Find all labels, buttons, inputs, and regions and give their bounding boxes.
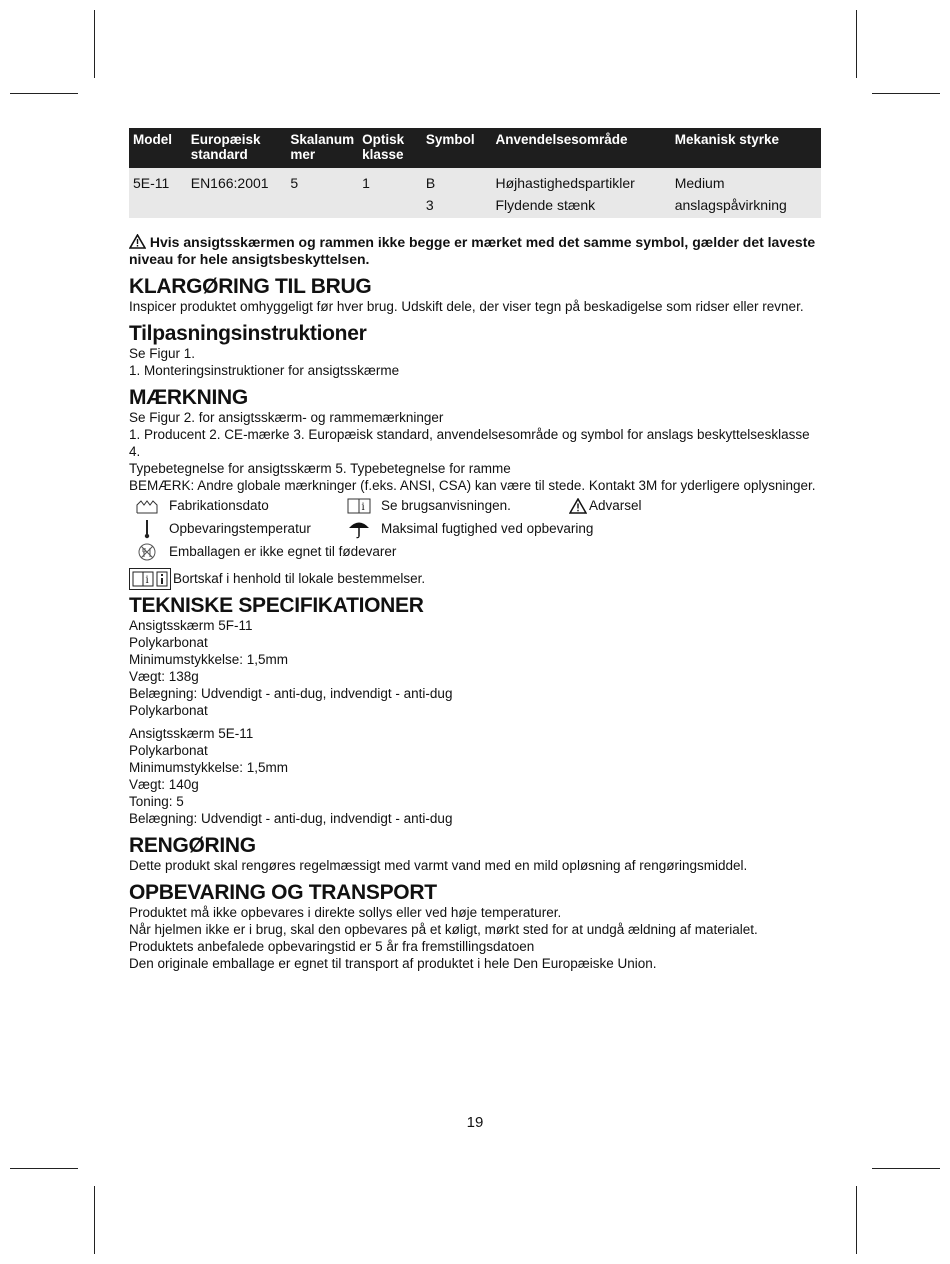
symbol-legend-row (129, 568, 821, 591)
symbol-legend-item (345, 519, 593, 539)
spec-line: Minimumstykkelse: 1,5mm (129, 760, 289, 775)
table-row (129, 168, 821, 218)
table-header-row (129, 128, 821, 168)
spec-line: Polykarbonat (129, 635, 208, 650)
factory-date-icon (133, 496, 161, 516)
symbol-label: Maksimal fugtighed ved opbevaring (381, 521, 594, 536)
storage-line: Produktet må ikke opbevares i direkte sollys eller ved høje temperaturer. (129, 905, 562, 920)
marking-line: 1. Producent 2. CE-mærke 3. Europæisk standard, anvendelsesområde og symbol for anslags beskyttelsesklasse 4. (129, 427, 810, 459)
symbol-legend-item (133, 519, 311, 539)
fitting-line: Se Figur 1. (129, 346, 196, 361)
spec-line: Belægning: Udvendigt - anti-dug, indvendigt - anti-dug (129, 811, 453, 826)
section-title-storage: OPBEVARING OG TRANSPORT (129, 881, 437, 904)
warning-triangle-icon (129, 234, 146, 249)
symbol-legend-row (129, 542, 821, 565)
crop-mark (10, 1168, 78, 1169)
storage-line: Når hjelmen ikke er i brug, skal den opbevares på et køligt, mørkt sted for at undgå ældning af materialet. (129, 922, 758, 937)
application-area-cell (492, 168, 671, 218)
warning-text: Hvis ansigtsskærmen og rammen ikke begge er mærket med det samme symbol, gælder det laveste niveau for hele ansigtsbeskyttelsen. (129, 234, 816, 267)
symbol-label: Opbevaringstemperatur (169, 521, 311, 536)
symbol-legend-row (129, 519, 821, 542)
crop-mark (94, 1186, 95, 1254)
page-number: 19 (466, 1114, 484, 1131)
storage-line: Den originale emballage er egnet til transport af produktet i hele Den Europæiske Union. (129, 956, 657, 971)
svg-text:i: i (145, 575, 149, 586)
model-cell: 5E-11 (129, 168, 187, 218)
table-header-cell: Model (129, 128, 187, 168)
fitting-line: 1. Monteringsinstruktioner for ansigtsskærme (129, 363, 400, 378)
table-header-cell: Symbol (422, 128, 492, 168)
section-title-cleaning: RENGØRING (129, 834, 256, 857)
spec-line: Vægt: 140g (129, 777, 199, 792)
spec-line: Minimumstykkelse: 1,5mm (129, 652, 289, 667)
symbol-label: Se brugsanvisningen. (381, 498, 511, 513)
symbol-label: Advarsel (589, 498, 642, 513)
section-title-specs: TEKNISKE SPECIFIKATIONER (129, 594, 424, 617)
crop-mark (10, 93, 78, 94)
instructions-book-icon (345, 496, 373, 516)
spec-line: Toning: 5 (129, 794, 184, 809)
spec-line: Vægt: 138g (129, 669, 199, 684)
spec-table (129, 128, 821, 218)
optical-class-cell: 1 (358, 168, 422, 218)
prep-text: Inspicer produktet omhyggeligt før hver brug. Udskift dele, der viser tegn på beskadigelse som ridser eller revner. (129, 299, 804, 314)
warning-note (129, 234, 821, 268)
crop-mark (872, 1168, 940, 1169)
table-header-cell: Optisk klasse (358, 128, 422, 168)
warning-triangle-icon (569, 498, 587, 514)
section-title-prep: KLARGØRING TIL BRUG (129, 275, 372, 298)
table-header-cell: Mekanisk styrke (671, 128, 821, 168)
application-area-value: Flydende stænk (495, 197, 596, 213)
symbol-legend-row (129, 496, 821, 519)
symbol-label: Emballagen er ikke egnet til fødevarer (169, 544, 397, 559)
symbol-label: Fabrikationsdato (169, 498, 269, 513)
spec-line: Ansigtsskærm 5E-11 (129, 726, 254, 741)
symbol-value: 3 (425, 197, 434, 213)
table-header-cell: Anvendelsesområde (492, 128, 671, 168)
storage-line: Produktets anbefalede opbevaringstid er 5 år fra fremstillingsdatoen (129, 939, 535, 954)
symbol-legend-item (133, 496, 269, 516)
disposal-icon (129, 568, 171, 590)
cleaning-text: Dette produkt skal rengøres regelmæssigt med varmt vand med en mild opløsning af rengøringsmiddel. (129, 858, 748, 873)
symbol-legend-item (345, 496, 511, 516)
symbol-label: Bortskaf i henhold til lokale bestemmelser. (173, 571, 426, 586)
marking-line: Typebetegnelse for ansigtsskærm 5. Typebetegnelse for ramme (129, 461, 511, 476)
standard-cell: EN166:2001 (187, 168, 287, 218)
svg-text:i: i (361, 502, 365, 513)
application-area-value: Højhastighedspartikler (495, 175, 635, 191)
not-food-safe-icon (133, 542, 161, 562)
spec-line: Belægning: Udvendigt - anti-dug, indvendigt - anti-dug (129, 686, 453, 701)
page-content (129, 128, 821, 972)
spec-line: Ansigtsskærm 5F-11 (129, 618, 253, 633)
umbrella-icon (345, 519, 373, 539)
crop-mark (856, 10, 857, 78)
marking-line: BEMÆRK: Andre globale mærkninger (f.eks. ANSI, CSA) kan være til stede. Kontakt 3M for yderligere oplysninger. (129, 478, 816, 493)
marking-line: Se Figur 2. for ansigtsskærm- og rammemærkninger (129, 410, 444, 425)
symbol-legend-item (569, 496, 642, 516)
crop-mark (94, 10, 95, 78)
table-header-cell: Skalanum mer (286, 128, 358, 168)
crop-mark (872, 93, 940, 94)
section-title-fitting: Tilpasningsinstruktioner (129, 322, 367, 345)
symbol-cell (422, 168, 492, 218)
symbol-legend-item (133, 542, 396, 562)
crop-mark (856, 1186, 857, 1254)
spec-line: Polykarbonat (129, 703, 208, 718)
spec-line: Polykarbonat (129, 743, 208, 758)
table-header-cell: Europæisk standard (187, 128, 287, 168)
section-title-marking: MÆRKNING (129, 386, 248, 409)
symbol-legend-item (129, 568, 425, 590)
mechanical-strength-cell: Medium anslagspåvirkning (671, 168, 821, 218)
symbol-value: B (425, 175, 436, 191)
thermometer-icon (133, 519, 161, 539)
scale-cell: 5 (286, 168, 358, 218)
